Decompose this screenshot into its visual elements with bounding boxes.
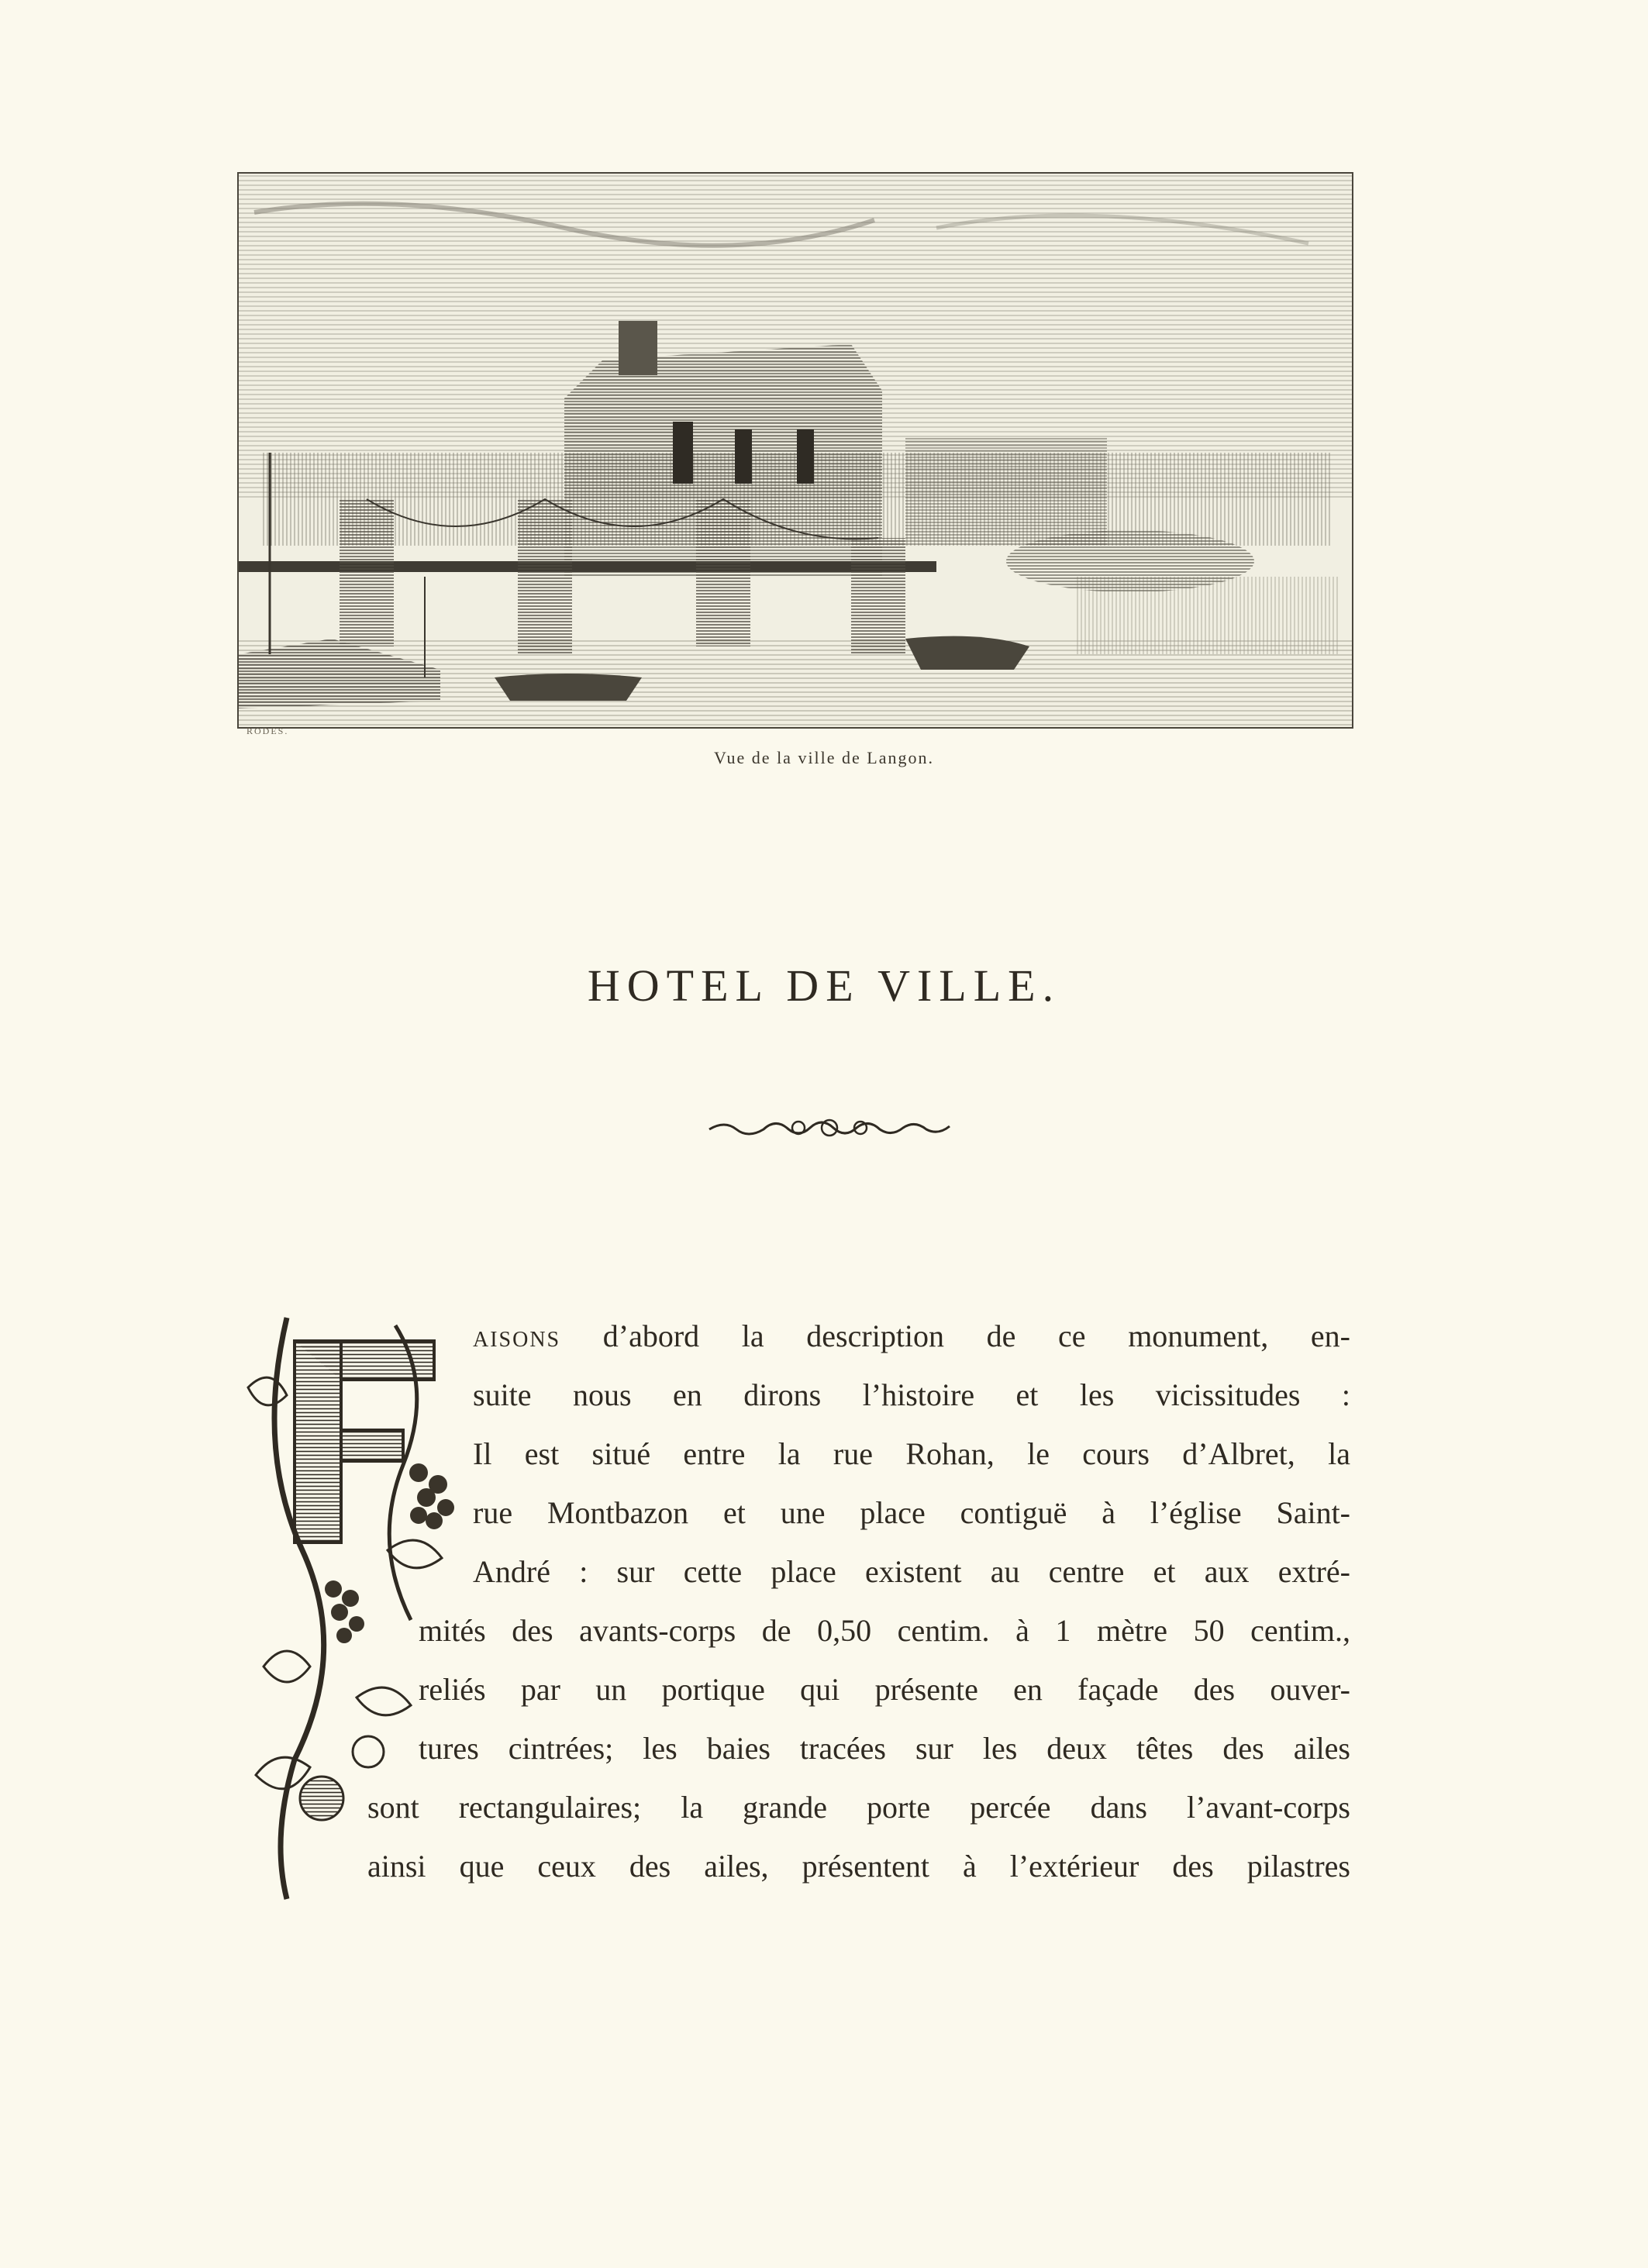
text-line-8: tures cintrées; les baies tracées sur les deux têtes des ailes	[419, 1731, 1350, 1766]
engraving-illustration	[237, 172, 1353, 729]
illustration-caption: Vue de la ville de Langon.	[713, 748, 935, 767]
text-line-3: Il est situé entre la rue Rohan, le cours d’Albret, la	[473, 1436, 1350, 1471]
langon-view-engraving	[239, 174, 1352, 727]
text-line-4: rue Montbazon et une place contiguë à l’église Saint-	[473, 1495, 1350, 1530]
text-line-6: mités des avants-corps de 0,50 centim. à 1 mètre 50 centim.,	[419, 1613, 1350, 1648]
text-line-9: sont rectangulaires; la grande porte percée dans l’avant-corps	[367, 1790, 1350, 1825]
text-line-5: André : sur cette place existent au centre et aux extré-	[473, 1554, 1350, 1589]
fleuron-ornament-icon	[705, 1112, 953, 1143]
engraver-credit: RODES.	[247, 726, 289, 736]
text-line-1: aisons d’abord la description de ce monument, en-	[473, 1318, 1350, 1353]
text-line-2: suite nous en dirons l’histoire et les vicissitudes :	[473, 1377, 1350, 1412]
text-line-10: ainsi que ceux des ailes, présentent à l’extérieur des pilastres	[367, 1849, 1350, 1884]
first-word-rest: aisons	[473, 1318, 561, 1353]
text-line-7: reliés par un portique qui présente en façade des ouver-	[419, 1672, 1350, 1707]
chapter-title: HOTEL DE VILLE.	[587, 960, 1061, 1011]
